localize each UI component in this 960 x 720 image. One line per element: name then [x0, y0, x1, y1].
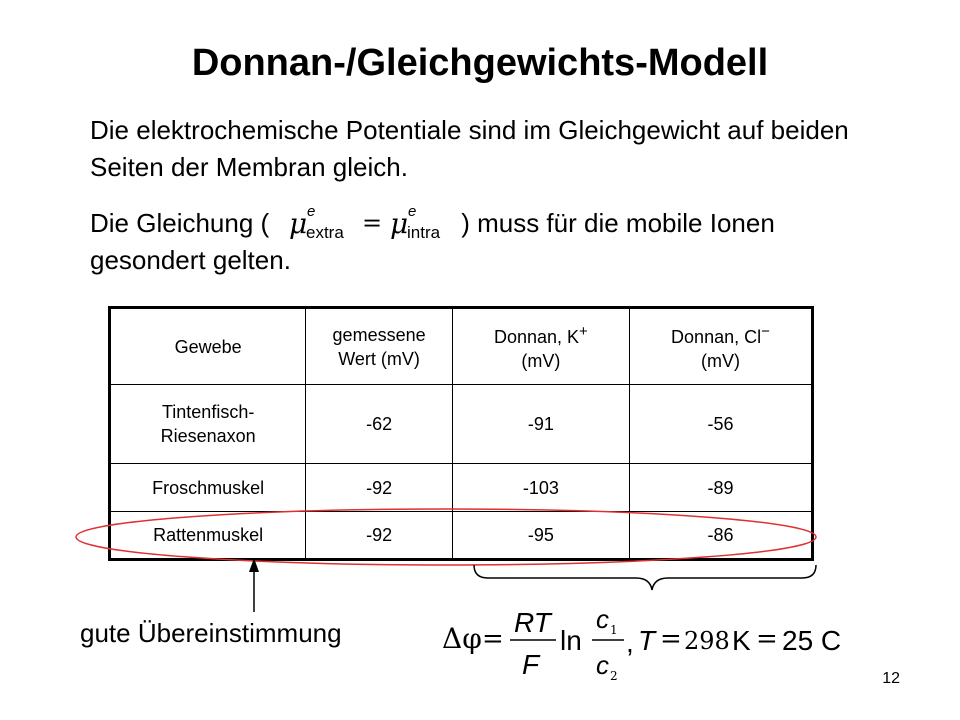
cell-donnan-cl: -56	[629, 385, 812, 464]
nernst-formula	[440, 592, 860, 692]
cell-measured: -62	[306, 385, 453, 464]
cell-donnan-k: -103	[452, 464, 629, 512]
formula-c2-sub: 2	[610, 669, 618, 683]
paragraph-equilibrium: Die elektrochemische Potentiale sind im Gleichgewicht auf beiden Seiten der Membran gleich.	[90, 115, 849, 182]
mu-extra-superscript: e	[307, 203, 316, 220]
formula-ln: ln	[560, 625, 582, 656]
formula-unit-K: K	[732, 625, 751, 656]
header-tissue: Gewebe	[110, 308, 306, 385]
header-donnan-cl: Donnan, Cl− (mV)	[629, 308, 812, 385]
formula-equals: =	[482, 624, 504, 654]
slide-title: Donnan-/Gleichgewichts-Modell	[191, 42, 769, 84]
page-number: 12	[882, 670, 900, 687]
highlight-ellipse	[76, 509, 816, 565]
formula-equals-2: =	[660, 624, 682, 654]
mu-intra-superscript: e	[408, 203, 417, 220]
equation-equals: =	[362, 209, 383, 237]
cell-tissue: Froschmuskel	[110, 464, 306, 512]
mu-intra-subscript: intra	[407, 223, 441, 242]
formula-lhs: Δφ	[442, 622, 482, 655]
cell-tissue: Tintenfisch- Riesenaxon	[110, 385, 306, 464]
header-donnan-k: Donnan, K+ (mV)	[452, 308, 629, 385]
cell-donnan-cl: -86	[629, 512, 812, 560]
mu-intra-symbol: μ	[390, 207, 409, 240]
formula-equals-3: =	[756, 624, 778, 654]
cell-tissue: Rattenmuskel	[110, 512, 306, 560]
cell-measured: -92	[306, 464, 453, 512]
cell-measured: -92	[306, 512, 453, 560]
cell-donnan-cl: -89	[629, 464, 812, 512]
formula-c1: c	[596, 604, 609, 634]
curly-brace	[474, 565, 816, 590]
mu-extra-subscript: extra	[306, 223, 344, 242]
formula-T: T	[638, 625, 656, 656]
cell-donnan-k: -91	[452, 385, 629, 464]
formula-temperature: 298	[684, 627, 730, 655]
paragraph-equation-start: Die Gleichung (	[90, 208, 270, 238]
formula-c2: c	[596, 650, 609, 680]
header-measured: gemessene Wert (mV)	[306, 308, 453, 385]
cell-donnan-k: -95	[452, 512, 629, 560]
formula-denominator: F	[522, 649, 540, 680]
paragraph-equation-end: ) muss für die mobile Ionen gesondert gelten.	[90, 208, 775, 275]
arrow-up	[249, 558, 259, 612]
agreement-label: gute Übereinstimmung	[80, 618, 342, 648]
formula-numerator: RT	[514, 607, 551, 638]
mu-extra-symbol: μ	[289, 207, 308, 240]
formula-celsius: 25 C	[782, 625, 842, 656]
formula-comma: ,	[626, 627, 634, 658]
formula-c1-sub: 1	[610, 623, 618, 637]
